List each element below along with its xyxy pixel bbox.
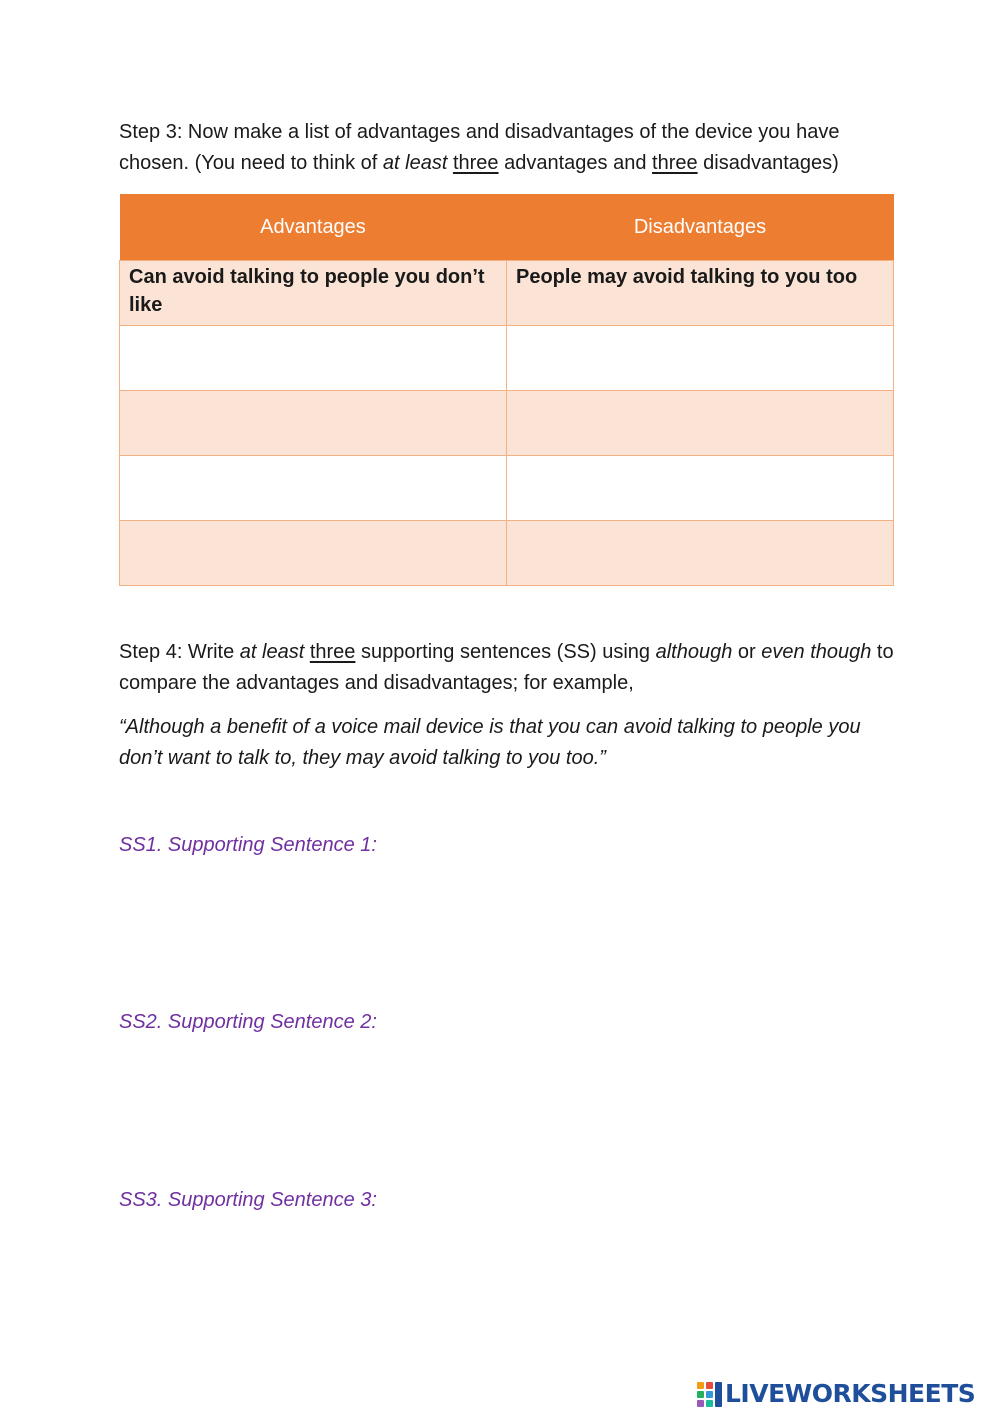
advantage-cell[interactable]: [120, 326, 507, 391]
advantages-disadvantages-table: [119, 194, 894, 586]
step4-instructions: Step 4: Write at least three supporting sentences (SS) using although or even though to compare the advantages and disadvantages; for example,: [119, 641, 894, 694]
supporting-sentence-1-label: SS1. Supporting Sentence 1:: [119, 834, 377, 856]
table-row: [120, 326, 894, 391]
liveworksheets-logo: [697, 1379, 975, 1407]
emphasis-even-though: even though: [761, 641, 872, 663]
emphasis-although: although: [655, 641, 733, 663]
advantage-cell[interactable]: [120, 456, 507, 521]
table-row: [120, 521, 894, 586]
step3-instructions: Step 3: Now make a list of advantages and disadvantages of the device you have chosen. (You need to think of at least three advantages and three disadvantages): [119, 121, 840, 174]
disadvantages-header: Disadvantages: [507, 194, 894, 261]
emphasis-three: three: [652, 152, 698, 174]
emphasis-at-least: at least: [382, 152, 448, 174]
table-row: [120, 456, 894, 521]
emphasis-three: three: [309, 641, 356, 663]
disadvantage-cell[interactable]: [507, 391, 894, 456]
disadvantage-cell[interactable]: [507, 521, 894, 586]
liveworksheets-logo-icon: [697, 1380, 723, 1406]
table-header-row: [120, 194, 894, 261]
disadvantage-cell[interactable]: [507, 326, 894, 391]
supporting-sentence-2-label: SS2. Supporting Sentence 2:: [119, 1011, 377, 1033]
advantages-header: Advantages: [120, 194, 507, 261]
table-row: [120, 261, 894, 326]
table-row: [120, 391, 894, 456]
disadvantage-cell[interactable]: People may avoid talking to you too: [507, 261, 894, 326]
advantage-cell[interactable]: Can avoid talking to people you don’t like: [120, 261, 507, 326]
example-sentence: “Although a benefit of a voice mail device is that you can avoid talking to people you don’t want to talk to, they may avoid talking to you too.”: [119, 716, 861, 769]
supporting-sentence-3-label: SS3. Supporting Sentence 3:: [119, 1189, 377, 1211]
brand-name: LIVEWORKSHEETS: [725, 1378, 976, 1408]
emphasis-three: three: [452, 152, 499, 174]
disadvantage-cell[interactable]: [507, 456, 894, 521]
advantage-cell[interactable]: [120, 521, 507, 586]
emphasis-at-least: at least: [239, 641, 305, 663]
advantage-cell[interactable]: [120, 391, 507, 456]
